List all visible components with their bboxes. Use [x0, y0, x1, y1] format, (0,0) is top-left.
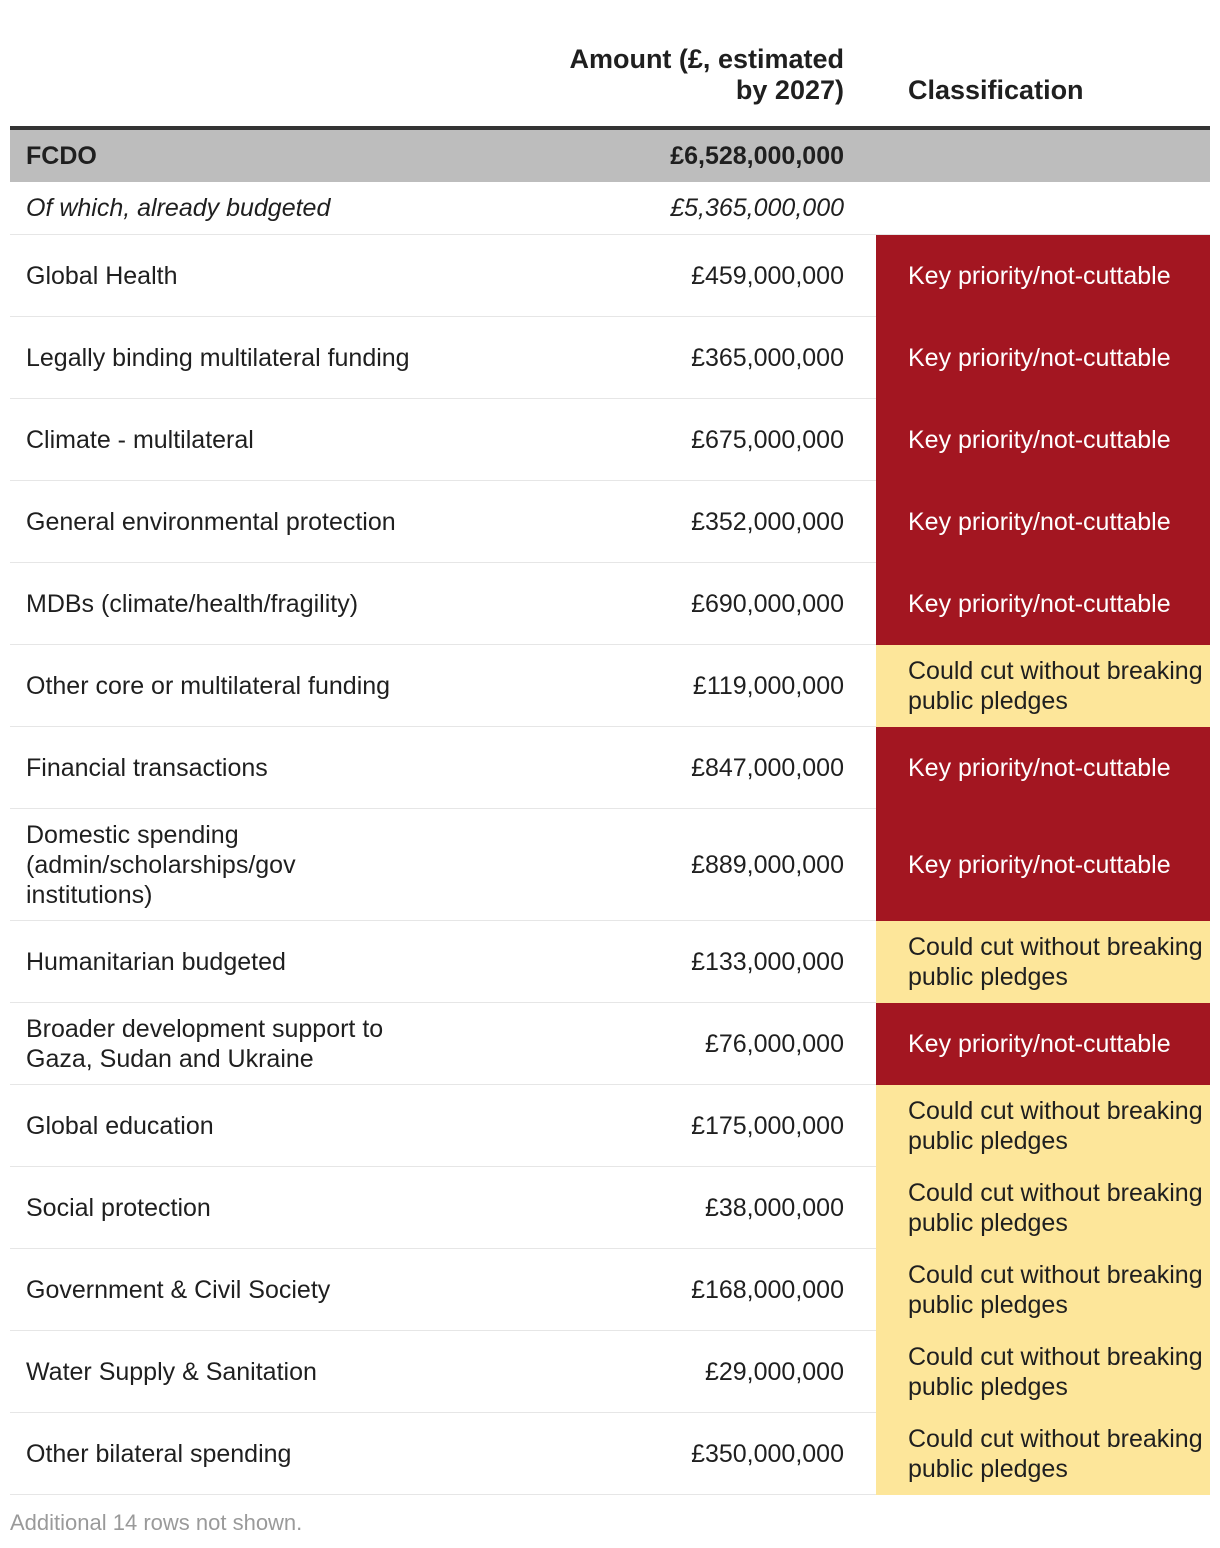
table-row [10, 645, 1210, 727]
header-amount-line2: by 2027) [735, 75, 844, 105]
row-classification [876, 235, 1210, 317]
row-label: Other bilateral spending [26, 1439, 292, 1468]
table-row [10, 399, 1210, 481]
row-amount: £175,000,000 [691, 1111, 844, 1140]
spending-table [10, 0, 1210, 1495]
row-classification [876, 727, 1210, 809]
row-classification [876, 1167, 1210, 1249]
header-classification: Classification [908, 75, 1084, 105]
classification-label: Could cut without breaking public pledges [908, 933, 1203, 991]
row-label: Water Supply & Sanitation [26, 1357, 317, 1386]
row-amount: £350,000,000 [691, 1439, 844, 1468]
header-amount [504, 44, 844, 106]
classification-label: Key priority/not-cuttable [908, 754, 1171, 782]
row-classification [876, 1003, 1210, 1085]
row-label: Global Health [26, 261, 178, 290]
row-classification [876, 317, 1210, 399]
row-classification [876, 921, 1210, 1003]
row-amount: £38,000,000 [704, 1193, 844, 1222]
row-classification [876, 1413, 1210, 1495]
table-row [10, 1331, 1210, 1413]
table-row [10, 1003, 1210, 1085]
row-label: MDBs (climate/health/fragility) [26, 589, 359, 618]
row-amount: £365,000,000 [691, 343, 844, 372]
table-row [10, 235, 1210, 317]
total-row-label: FCDO [26, 142, 97, 170]
row-amount: £352,000,000 [691, 507, 844, 536]
row-amount: £675,000,000 [691, 425, 844, 454]
classification-label: Could cut without breaking public pledges [908, 1343, 1203, 1401]
classification-label: Key priority/not-cuttable [908, 344, 1171, 372]
row-classification [876, 1331, 1210, 1413]
classification-label: Key priority/not-cuttable [908, 1030, 1171, 1058]
footnote: Additional 14 rows not shown. [10, 1510, 303, 1535]
classification-label: Could cut without breaking public pledges [908, 1425, 1203, 1483]
row-classification [876, 1249, 1210, 1331]
total-row-amount: £6,528,000,000 [670, 142, 844, 170]
classification-label: Key priority/not-cuttable [908, 262, 1171, 290]
row-amount: £690,000,000 [691, 589, 844, 618]
row-amount: £168,000,000 [691, 1275, 844, 1304]
table-row [10, 921, 1210, 1003]
classification-label: Could cut without breaking public pledges [908, 1097, 1203, 1155]
classification-label: Key priority/not-cuttable [908, 426, 1171, 454]
row-classification [876, 809, 1210, 921]
row-classification [876, 645, 1210, 727]
classification-label: Key priority/not-cuttable [908, 508, 1171, 536]
row-label: Government & Civil Society [26, 1275, 331, 1304]
row-label: Humanitarian budgeted [26, 947, 286, 976]
classification-label: Could cut without breaking public pledges [908, 1179, 1203, 1237]
budgeted-row-amount: £5,365,000,000 [670, 194, 844, 222]
row-amount: £889,000,000 [691, 850, 844, 879]
classification-label: Key priority/not-cuttable [908, 851, 1171, 879]
table-row [10, 1413, 1210, 1495]
classification-label: Key priority/not-cuttable [908, 590, 1171, 618]
row-label: Legally binding multilateral funding [26, 343, 410, 372]
total-row [10, 130, 1210, 182]
table-row [10, 1249, 1210, 1331]
row-label: Broader development support to Gaza, Sudan and Ukraine [26, 1014, 384, 1073]
table-row [10, 1167, 1210, 1249]
row-amount: £133,000,000 [691, 947, 844, 976]
table-row [10, 481, 1210, 563]
budgeted-row [10, 182, 1210, 235]
row-label: Social protection [26, 1193, 211, 1222]
row-amount: £119,000,000 [692, 671, 844, 700]
table-row [10, 809, 1210, 921]
table-row [10, 727, 1210, 809]
table-header [10, 0, 1210, 130]
row-label: Other core or multilateral funding [26, 671, 391, 700]
row-classification [876, 399, 1210, 481]
row-label: Climate - multilateral [26, 425, 254, 454]
row-amount: £76,000,000 [704, 1029, 844, 1058]
table-row [10, 1085, 1210, 1167]
table-row [10, 317, 1210, 399]
table-row [10, 563, 1210, 645]
row-label: Financial transactions [26, 753, 268, 782]
row-amount: £847,000,000 [691, 753, 844, 782]
row-amount: £29,000,000 [704, 1357, 844, 1386]
row-classification [876, 563, 1210, 645]
row-label: Global education [26, 1111, 214, 1140]
row-label: General environmental protection [26, 507, 396, 536]
row-classification [876, 1085, 1210, 1167]
row-amount: £459,000,000 [691, 261, 844, 290]
row-classification [876, 481, 1210, 563]
header-amount-line1: Amount (£, estimated [569, 44, 844, 74]
classification-label: Could cut without breaking public pledges [908, 1261, 1203, 1319]
classification-label: Could cut without breaking public pledges [908, 657, 1203, 715]
row-label: Domestic spending (admin/scholarships/gov institutions) [26, 820, 296, 909]
budgeted-row-label: Of which, already budgeted [26, 194, 331, 222]
